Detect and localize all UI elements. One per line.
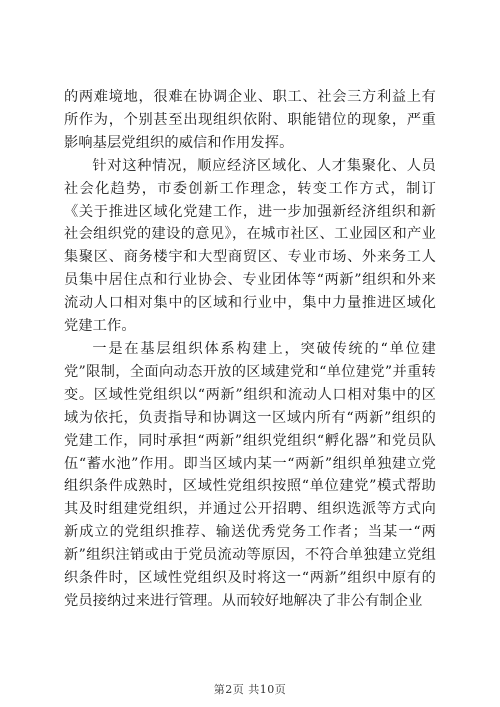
paragraph-point-one: 一是在基层组织体系构建上，突破传统的“单位建党”限制，全面向动态开放的区域建党和“单位建党”并重转变。区域性党组织以“两新”组织和流动人口相对集中的区域为依托，负责指导和协调这一区域内所有“两新”组织的党建工作，同时承担“两新”组织党组织“孵化器”和党员队伍“蓄水池”作用。即当区域内某一“两新”组织单独建立党组织条件成熟时，区域性党组织按照“单位建党”模式帮助其及时组建党组织，并通过公开招聘、组织选派等方式向新成立的党组织推荐、输送优秀党务工作者；当某一“两新”组织注销或由于党员流动等原因，不符合单独建立党组织条件时，区域性党组织及时将这一“两新”组织中原有的党员接纳过来进行管理。从而较好地解决了非公有制企业 — [64, 340, 436, 609]
paragraph-continuation: 的两难境地，很难在协调企业、职工、社会三方利益上有所作为，个别甚至出现组织依附、职能错位的现象，严重影响基层党组织的威信和作用发挥。 — [64, 89, 436, 151]
paragraph-background: 针对这种情况，顺应经济区域化、人才集聚化、人员社会化趋势，市委创新工作理念，转变工作方式，制订《关于推进区域化党建工作，进一步加强新经济组织和新社会组织党的建设的意见》，在城市社区、工业园区和产业集聚区、商务楼宇和大型商贸区、专业市场、外来务工人员集中居住点和行业协会、专业团体等“两新”组织和外来流动人口相对集中的区域和行业中，集中力量推进区域化党建工作。 — [64, 157, 436, 335]
page-number-footer: 第2页 共10页 — [213, 683, 287, 696]
document-body — [64, 86, 436, 613]
